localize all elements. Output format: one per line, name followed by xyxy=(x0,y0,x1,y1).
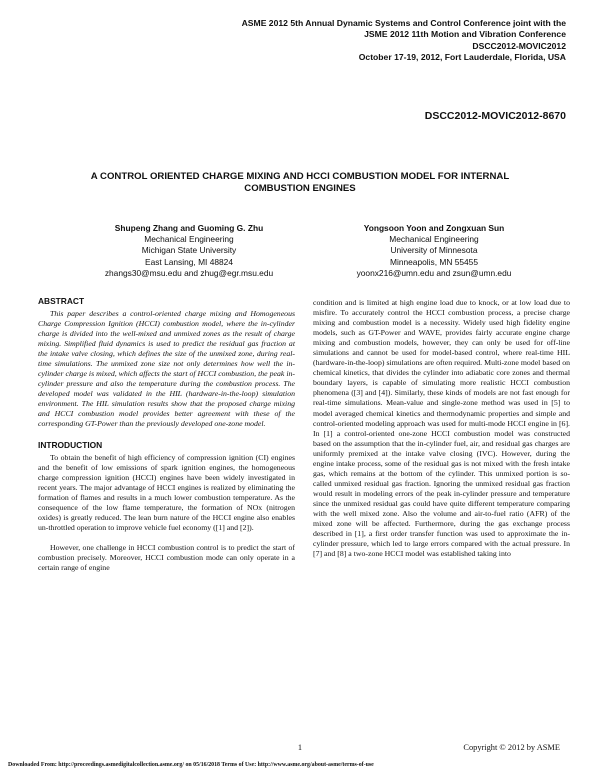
author-block-2 xyxy=(319,223,549,279)
author-email: yoonx216@umn.edu and zsun@umn.edu xyxy=(356,267,512,278)
conference-line: ASME 2012 5th Annual Dynamic Systems and Control Conference joint with the xyxy=(241,18,566,28)
author-email: zhangs30@msu.edu and zhug@egr.msu.edu xyxy=(104,267,274,278)
conference-line: October 17-19, 2012, Fort Lauderdale, Florida, USA xyxy=(358,51,566,62)
author-block-1 xyxy=(74,223,304,279)
author-institution: Michigan State University xyxy=(141,245,237,256)
author-department: Mechanical Engineering xyxy=(144,234,234,245)
right-column xyxy=(313,298,570,559)
author-names: Shupeng Zhang and Guoming G. Zhu xyxy=(114,223,264,233)
author-department: Mechanical Engineering xyxy=(389,234,479,245)
copyright-notice: Copyright © 2012 by ASME xyxy=(463,743,560,752)
left-column xyxy=(38,296,295,573)
intro-paragraph: However, one challenge in HCCI combustion control is to predict the start of combustion precisely. Moreover, HCCI combustion mode can only operate in a certain range of engine xyxy=(38,542,295,573)
author-location: East Lansing, MI 48824 xyxy=(145,256,233,267)
intro-paragraph: To obtain the benefit of high efficiency of compression ignition (CI) engines and the benefit of low emissions of spark ignition engines, the homogeneous charge compression ignition (HCCI) engines have been widely investigated in recent years. The major advantage of HCCI engines is realized by eliminating the formation of flames and results in a much lower combustion temperature. As the consequence of the low flame temperature, the formation of NOx (nitrogen oxides) is greatly reduced. The lean burn nature of the HCCI engine also enables un-throttled operation to improve vehicle fuel economy ([1] and [2]). xyxy=(38,452,295,532)
paper-title xyxy=(40,171,560,195)
abstract-heading: ABSTRACT xyxy=(38,296,85,306)
download-notice: Downloaded From: http://proceedings.asmedigitalcollection.asme.org/ on 05/16/2018 Terms of Use: http://www.asme.org/about-asme/terms-of-use xyxy=(8,762,374,768)
title-line: A CONTROL ORIENTED CHARGE MIXING AND HCCI COMBUSTION MODEL FOR INTERNAL xyxy=(90,171,510,182)
introduction-heading: INTRODUCTION xyxy=(38,440,103,451)
abstract-text: This paper describes a control-oriented charge mixing and Homogeneous Charge Compression Ignition (HCCI) combustion model, where the in-cylinder charge is divided into the well-mixed and unmixed zones as the result of charge mixing. Simplified fluid dynamics is used to predict the residual gas fraction at the intake valve closing, which defines the size of the unmixed zone, during real-time simulations. The unmixed zone size not only determines how well the in-cylinder charge is mixed, which affects the start of HCCI combustion, the peak in-cylinder pressure and also the temperature during the combustion process. The developed model was validated in the HIL (hardware-in-the-loop) simulation environment. The HIL simulation results show that the proposed charge mixing and HCCI combustion model provides better agreement with these of the corresponding GT-Power than the previously developed one-zone model. xyxy=(38,308,295,429)
conference-line: JSME 2012 11th Motion and Vibration Conference xyxy=(364,29,566,40)
title-line: COMBUSTION ENGINES xyxy=(244,183,356,194)
author-location: Minneapolis, MN 55455 xyxy=(390,256,478,267)
paper-id: DSCC2012-MOVIC2012-8670 xyxy=(424,110,566,122)
page-number: 1 xyxy=(297,743,303,752)
conference-header xyxy=(106,18,566,63)
author-names: Yongsoon Yoon and Zongxuan Sun xyxy=(363,223,505,233)
author-institution: University of Minnesota xyxy=(390,245,478,256)
conference-line: DSCC2012-MOVIC2012 xyxy=(472,40,566,51)
body-paragraph: condition and is limited at high engine load due to knock, or at low load due to misfire. To accurately control the HCCI combustion process, a precise charge mixing and combustion model is a necessity. Widely used high fidelity engine models, such as GT-Power and WAVE, provides fairly accurate engine charge mixing and combustion models, however, they can only be used for off-line simulations and cannot be used for model-based control, where real-time HIL (hardware-in-the-loop) simulations are often required. Multi-zone model based on chemical kinetics, that divides the cylinder into adiabatic core zones and thermal boundary layers, is capable of simulating more realistic HCCI combustion phenomena ([3] and [4]). Similarly, these kinds of models are not fast enough for real-time simulations. Mean-value and single-zone method was used in [5] to model averaged chemical kinetics and thermodynamic properties and simple and control-oriented modeling approach was used for multi-mode HCCI engine in [6]. In [1] a control-oriented one-zone HCCI combustion model was constructed based on the assumption that the in-cylinder fuel, air, and residual gas charges are uniformly premixed at the intake valve closing (IVC). However, during the engine intake process, some of the residual gas is not mixed with the fresh intake gas, which remains at the bottom of the cylinder. This unmixed portion is so-called unmixed residual gas fraction. Ignoring the unmixed residual gas fraction would result in modeling errors of the peak in-cylinder pressure and temperature since the unmixed residual gas could have quite different temperature comparing with the well mixed zone. Also the volume and air-to-fuel ratio (AFR) of the mixed zone will be affected. Furthermore, during the gas exchange process described in [1], a first order transfer function was used to approximate the in-cylinder pressure, which led to large errors compared with the actual pressure. In [7] and [8] a two-zone HCCI model was established taking into xyxy=(313,298,570,559)
